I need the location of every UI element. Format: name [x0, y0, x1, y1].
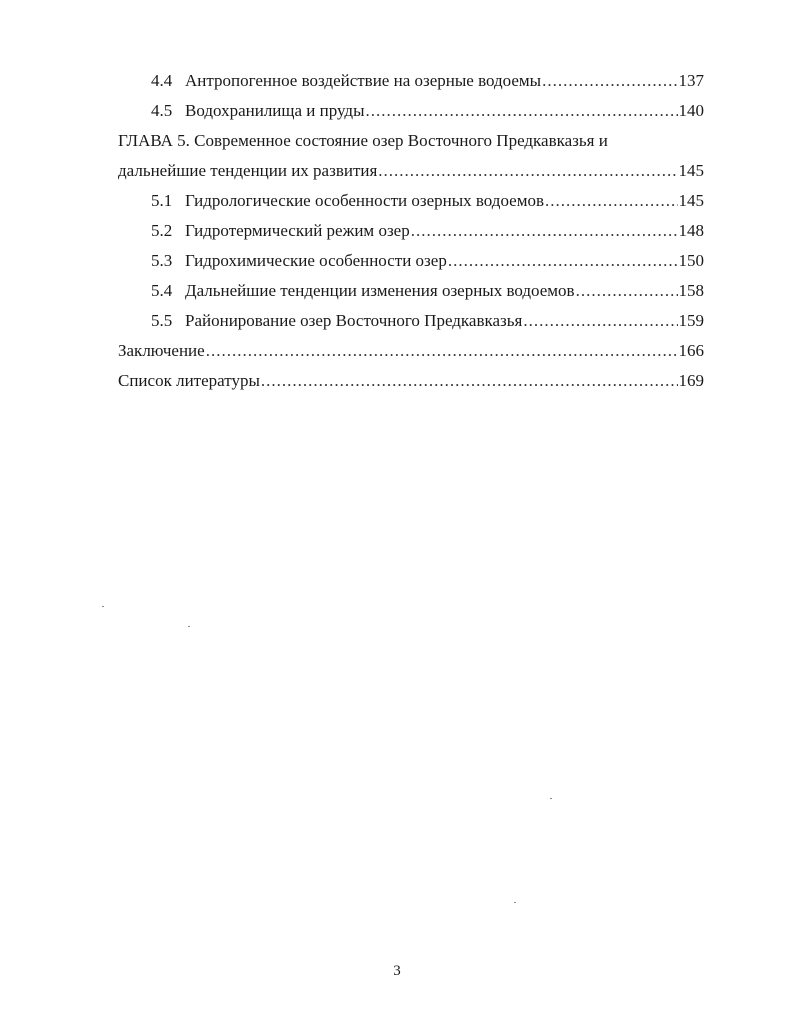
- toc-entry-number: 5.5: [151, 311, 173, 330]
- toc-entry-number: 5.4: [151, 281, 173, 300]
- dot-leader: [523, 306, 677, 336]
- toc-entry-title: Заключение: [118, 341, 205, 360]
- dot-leader: [206, 336, 678, 366]
- toc-entry-number: 5.3: [151, 251, 173, 270]
- toc-entry-title: Дальнейшие тенденции изменения озерных водоемов: [185, 281, 575, 300]
- toc-entry-number: 5.1: [151, 191, 173, 210]
- toc-entry-5-1: [118, 186, 704, 216]
- toc-entry-references: [118, 366, 704, 396]
- dot-leader: [378, 156, 677, 186]
- dot-leader: [448, 246, 678, 276]
- toc-entry-number: 4.5: [151, 101, 173, 120]
- toc-entry-number: 4.4: [151, 71, 173, 90]
- toc-entry-page: 169: [678, 371, 704, 390]
- toc-entry-page: 145: [678, 161, 704, 180]
- toc-entry-title: Районирование озер Восточного Предкавказья: [185, 311, 523, 330]
- toc-entry-page: 148: [678, 221, 704, 240]
- dot-leader: [261, 366, 678, 396]
- chapter-5-heading-line2: [118, 156, 704, 186]
- scan-speck: [102, 606, 104, 607]
- toc-entry-conclusion: [118, 336, 704, 366]
- toc-entry-5-3: [118, 246, 704, 276]
- toc-entry-title: Гидрохимические особенности озер: [185, 251, 447, 270]
- toc-entry-title: дальнейшие тенденции их развития: [118, 161, 378, 180]
- dot-leader: [542, 66, 677, 96]
- toc-entry-number: 5.2: [151, 221, 173, 240]
- chapter-5-heading-line1: ГЛАВА 5. Современное состояние озер Восточного Предкавказья и: [118, 131, 608, 150]
- toc-entry-5-4: [118, 276, 704, 306]
- dot-leader: [366, 96, 678, 126]
- dot-leader: [411, 216, 678, 246]
- toc-entry-page: 150: [678, 251, 704, 270]
- toc-entry-title: Антропогенное воздействие на озерные водоемы: [185, 71, 542, 90]
- toc-entry-page: 166: [678, 341, 704, 360]
- scan-speck: [550, 798, 552, 799]
- toc-entry-page: 140: [678, 101, 704, 120]
- toc-entry-title: Гидрологические особенности озерных водоемов: [185, 191, 544, 210]
- toc-entry-page: 159: [678, 311, 704, 330]
- toc-entry-title: Водохранилища и пруды: [185, 101, 365, 120]
- scan-speck: [514, 902, 516, 903]
- dot-leader: [576, 276, 678, 306]
- table-of-contents: [118, 66, 704, 396]
- toc-entry-page: 145: [678, 191, 704, 210]
- toc-entry-4-5: [118, 96, 704, 126]
- toc-entry-title: Гидротермический режим озер: [185, 221, 410, 240]
- dot-leader: [545, 186, 678, 216]
- toc-entry-5-2: [118, 216, 704, 246]
- toc-entry-title: Список литературы: [118, 371, 260, 390]
- scan-speck: [188, 626, 190, 627]
- page-number: 3: [393, 963, 401, 979]
- toc-entry-5-5: [118, 306, 704, 336]
- toc-entry-page: 158: [678, 281, 704, 300]
- toc-entry-page: 137: [678, 71, 704, 90]
- toc-entry-4-4: [118, 66, 704, 96]
